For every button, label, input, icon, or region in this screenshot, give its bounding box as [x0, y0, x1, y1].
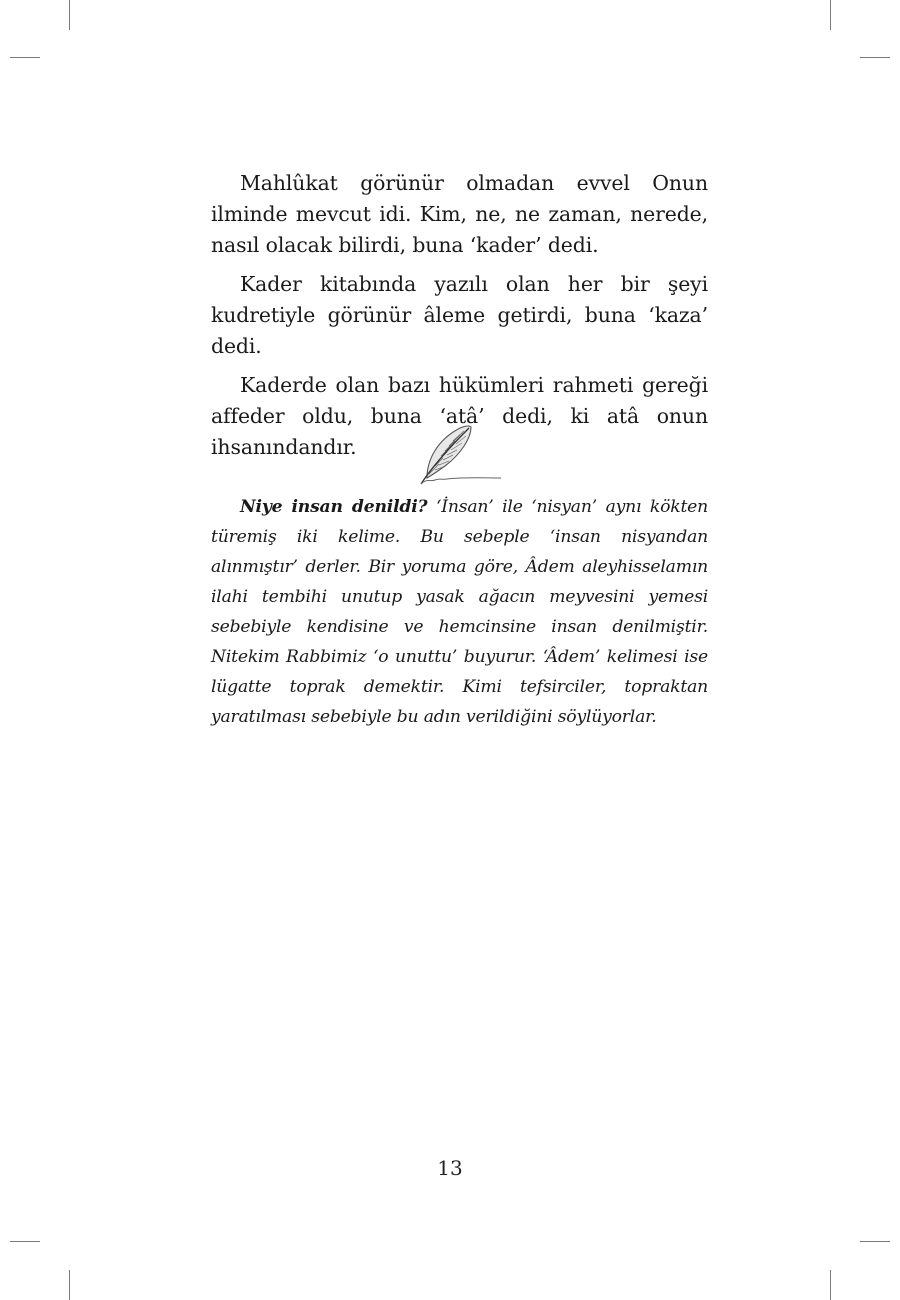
paragraph-kader: Mahlûkat görünür olmadan evvel Onun ilminde mevcut idi. Kim, ne, ne zaman, nerede, nasıl olacak bilirdi, buna ‘kader’ dedi.: [211, 171, 708, 257]
feather-quill-icon: [405, 420, 505, 486]
crop-mark-bottom-left-vertical: [69, 1270, 70, 1300]
page-number: 13: [437, 1156, 463, 1180]
main-text-block: [211, 168, 708, 463]
note-heading: Niye insan denildi?: [240, 497, 428, 517]
paragraph-kaza: Kader kitabında yazılı olan her bir şeyi kudretiyle görünür âleme getirdi, buna ‘kaza’ dedi.: [211, 272, 708, 358]
paragraph-ata: Kaderde olan bazı hükümleri rahmeti gereği affeder oldu, buna ‘atâ’ dedi, ki atâ onun ihsanındandır.: [211, 373, 708, 459]
crop-mark-bottom-right-vertical: [830, 1270, 831, 1300]
crop-mark-top-left-vertical: [69, 0, 70, 30]
crop-mark-top-right-vertical: [830, 0, 831, 30]
crop-mark-bottom-left-horizontal: [10, 1241, 40, 1242]
crop-mark-top-right-horizontal: [860, 57, 890, 58]
crop-mark-bottom-right-horizontal: [860, 1241, 890, 1242]
note-body: ‘İnsan’ ile ‘nisyan’ aynı kökten türemiş iki kelime. Bu sebeple ‘insan nisyandan alınmıştır’ derler. Bir yoruma göre, Âdem aleyhisselamın ilahi tembihi unutup yasak ağacın meyvesini yemesi sebebiyle kendisine ve hemcinsine insan denilmiştir. Nitekim Rabbimiz ‘o unuttu’ buyurur. ‘Âdem’ kelimesi ise lügatte toprak demektir. Kimi tefsirciler, topraktan yaratılması sebebiyle bu adın verildiğini söylüyorlar.: [211, 497, 708, 727]
crop-mark-top-left-horizontal: [10, 57, 40, 58]
note-paragraph: [211, 492, 708, 732]
